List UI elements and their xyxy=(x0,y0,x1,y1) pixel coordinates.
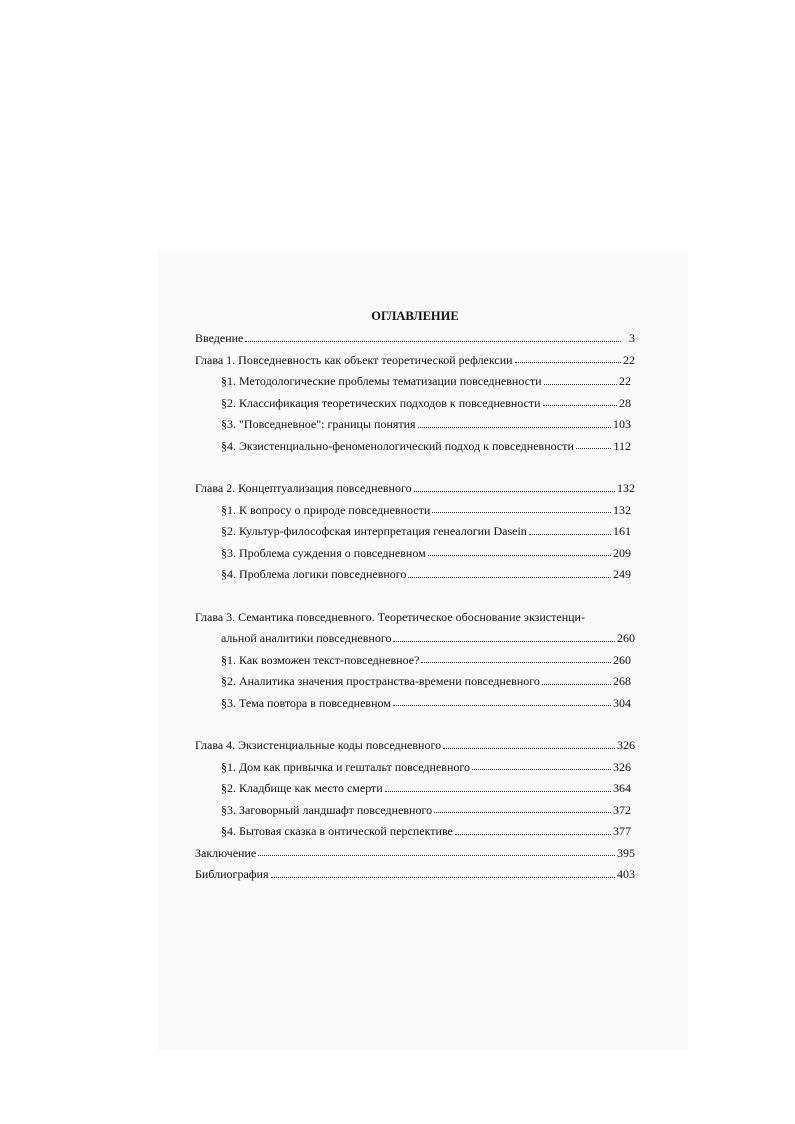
entry-page: 260 xyxy=(617,631,635,645)
toc-entry-ch2-sec4 xyxy=(195,564,635,586)
dot-leader xyxy=(434,812,611,813)
toc-title: ОГЛАВЛЕНИЕ xyxy=(371,309,459,323)
dot-leader xyxy=(245,341,621,342)
dot-leader xyxy=(515,362,621,363)
toc-entry-chapter-3-line1 xyxy=(195,607,635,629)
entry-page: 28 xyxy=(619,395,631,410)
entry-page: 132 xyxy=(617,481,635,495)
entry-text: §3. Тема повтора в повседневном xyxy=(221,695,391,710)
toc-entry-ch1-sec4 xyxy=(195,436,635,458)
toc-entry-chapter-3-line2 xyxy=(195,628,635,650)
entry-page: 395 xyxy=(617,845,635,860)
entry-text: §3. "Повседневное": границы понятия xyxy=(221,417,416,431)
entry-text: §3. Проблема суждения о повседневном xyxy=(221,545,426,560)
entry-text: §4. Бытовая сказка в онтической перспективе xyxy=(221,824,453,838)
toc-entry-ch3-sec1 xyxy=(195,650,635,672)
toc-entry-ch2-sec2 xyxy=(195,521,635,543)
dot-leader xyxy=(472,769,611,770)
entry-text: Глава 4. Экзистенциальные коды повседневного xyxy=(195,738,442,752)
spacer xyxy=(195,586,635,607)
table-of-contents xyxy=(195,306,635,886)
dot-leader xyxy=(393,705,611,706)
dot-leader xyxy=(529,534,611,535)
toc-entry-ch1-sec3 xyxy=(195,414,635,436)
entry-page: 326 xyxy=(617,738,635,752)
entry-text: §1. Дом как привычка и гештальт повседневного xyxy=(221,759,470,774)
dot-leader xyxy=(393,641,615,642)
dot-leader xyxy=(455,834,611,835)
toc-entry-chapter-1 xyxy=(195,350,635,372)
entry-text: §2. Классификация теоретических подходов к повседневности xyxy=(221,395,541,410)
dot-leader xyxy=(385,791,611,792)
entry-text: §4. Экзистенциально-феноменологический подход к повседневности xyxy=(221,438,574,453)
entry-text: альной аналитики повседневного xyxy=(221,631,392,645)
toc-entry-ch4-sec3 xyxy=(195,800,635,822)
toc-entry-introduction xyxy=(195,328,635,350)
dot-leader xyxy=(432,512,611,513)
dot-leader xyxy=(418,427,611,428)
dot-leader xyxy=(542,684,611,685)
dot-leader xyxy=(258,855,615,856)
dot-leader xyxy=(414,491,615,492)
dot-leader xyxy=(428,555,611,556)
dot-leader xyxy=(443,748,615,749)
entry-page: 22 xyxy=(623,352,635,367)
entry-text: Глава 3. Семантика повседневного. Теоретическое обоснование экзистенци- xyxy=(195,609,585,624)
toc-entry-bibliography xyxy=(195,864,635,886)
spacer xyxy=(195,457,635,478)
spacer xyxy=(195,714,635,735)
entry-page: 209 xyxy=(613,545,631,560)
entry-text: §1. Как возможен текст-повседневное? xyxy=(221,652,420,667)
entry-page: 403 xyxy=(617,867,635,881)
entry-page: 161 xyxy=(613,524,631,538)
entry-text: §2. Аналитика значения пространства-времени повседневного xyxy=(221,674,540,688)
toc-entry-ch2-sec1 xyxy=(195,500,635,522)
entry-page: 326 xyxy=(613,759,631,774)
entry-page: 112 xyxy=(613,438,631,453)
entry-text: §1. Методологические проблемы тематизации повседневности xyxy=(221,374,542,388)
toc-entry-ch3-sec3 xyxy=(195,693,635,715)
toc-entry-ch4-sec4 xyxy=(195,821,635,843)
entry-text: Библиография xyxy=(195,867,269,881)
entry-page: 3 xyxy=(629,331,635,345)
toc-entry-ch4-sec2 xyxy=(195,778,635,800)
entry-text: Глава 1. Повседневность как объект теоретической рефлексии xyxy=(195,352,513,367)
dot-leader xyxy=(421,662,611,663)
entry-text: §2. Культур-философская интерпретация генеалогии Dasein xyxy=(221,524,527,538)
entry-text: Введение xyxy=(195,331,244,345)
dot-leader xyxy=(544,384,617,385)
toc-entry-ch3-sec2 xyxy=(195,671,635,693)
entry-text: Заключение xyxy=(195,845,257,860)
toc-entry-ch4-sec1 xyxy=(195,757,635,779)
entry-page: 132 xyxy=(613,502,631,517)
entry-page: 268 xyxy=(613,674,631,688)
entry-page: 260 xyxy=(613,652,631,667)
entry-page: 304 xyxy=(613,695,631,710)
entry-text: §2. Кладбище как место смерти xyxy=(221,781,383,795)
entry-page: 377 xyxy=(613,824,631,838)
entry-page: 364 xyxy=(613,781,631,795)
entry-page: 249 xyxy=(613,567,631,581)
toc-entry-ch1-sec1 xyxy=(195,371,635,393)
dot-leader xyxy=(576,448,612,449)
entry-text: §3. Заговорный ландшафт повседневного xyxy=(221,802,433,817)
dot-leader xyxy=(408,577,611,578)
entry-page: 372 xyxy=(613,802,631,817)
toc-entry-ch2-sec3 xyxy=(195,543,635,565)
entry-page: 22 xyxy=(619,374,631,388)
entry-text: §4. Проблема логики повседневного xyxy=(221,567,407,581)
toc-entry-chapter-4 xyxy=(195,735,635,757)
entry-text: Глава 2. Концептуализация повседневного xyxy=(195,481,412,495)
entry-page: 103 xyxy=(613,417,631,431)
toc-entry-chapter-2 xyxy=(195,478,635,500)
toc-entry-conclusion xyxy=(195,843,635,865)
toc-entry-ch1-sec2 xyxy=(195,393,635,415)
dot-leader xyxy=(271,877,616,878)
dot-leader xyxy=(543,405,617,406)
entry-text: §1. К вопросу о природе повседневности xyxy=(221,502,431,517)
